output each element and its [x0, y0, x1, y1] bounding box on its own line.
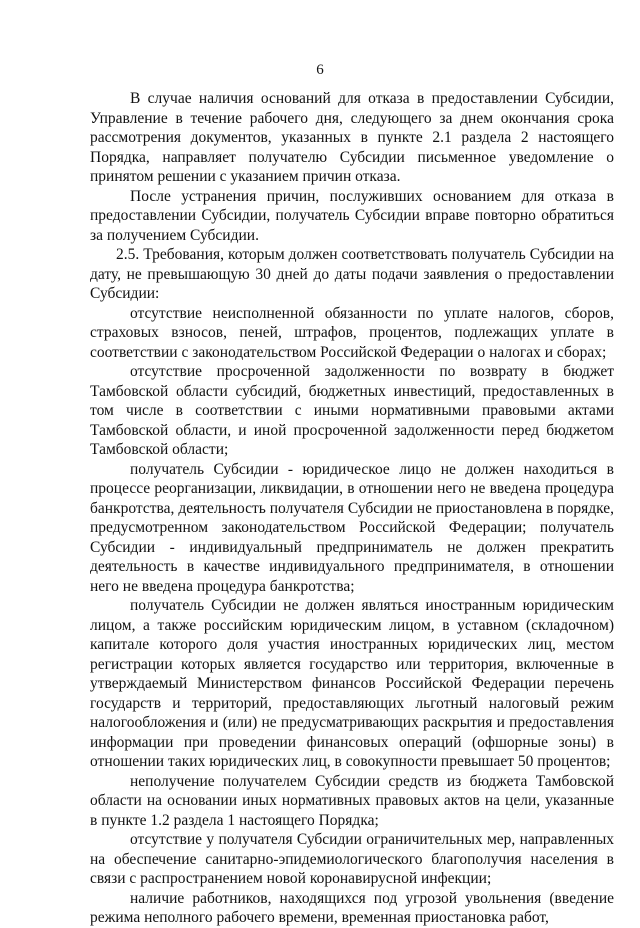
paragraph-employees-at-risk: наличие работников, находящихся под угрозой увольнения (введение режима неполного рабочего времени, временная приостановка работ,: [90, 889, 614, 926]
paragraph-no-overdue-debt: отсутствие просроченной задолженности по возврату в бюджет Тамбовской области субсидий, бюджетных инвестиций, предоставленных в том числе в соответствии с иными нормативными правовыми актами Тамбовской области, и иной просроченной задолженности перед бюджетом Тамбовской области;: [90, 363, 614, 458]
page-number: 6: [316, 62, 324, 78]
paragraph-no-reorganization: получатель Субсидии - юридическое лицо не должен находиться в процессе реорганизации, ликвидации, в отношении него не введена процедура банкротства, деятельность получателя Субсидии не приостановлена в порядке, предусмотренном законодательством Российской Федерации; получатель Субсидии - индивидуальный предприниматель не должен прекратить деятельность в качестве индивидуального предпринимателя, в отношении него не введена процедура банкротства;: [90, 460, 614, 595]
paragraph-not-foreign-entity: получатель Субсидии не должен являться иностранным юридическим лицом, а также российским юридическим лицом, в уставном (складочном) капитале которого доля участия иностранных юридических лиц, местом регистрации которых является государство или территория, включенные в утверждаемый Министерством финансов Российской Федерации перечень государств и территорий, предоставляющих льготный налоговый режим налогообложения и (или) не предусматривающих раскрытия и предоставления информации при проведении финансовых операций (офшорные зоны) в отношении таких юридических лиц, в совокупности превышает 50 процентов;: [90, 597, 614, 770]
paragraph-no-restrictive-measures: отсутствие у получателя Субсидии ограничительных мер, направленных на обеспечение санитарно-эпидемиологического благополучия населения в связи с распространением новой коронавирусной инфекции;: [90, 831, 614, 887]
paragraph-requirements-heading: 2.5. Требования, которым должен соответствовать получатель Субсидии на дату, не превышающую 30 дней до даты подачи заявления о предоставлении Субсидии:: [90, 246, 614, 302]
paragraph-no-tax-debt: отсутствие неисполненной обязанности по уплате налогов, сборов, страховых взносов, пеней, штрафов, процентов, подлежащих уплате в соответствии с законодательством Российской Федерации о налогах и сборах;: [90, 304, 614, 361]
document-body: [90, 89, 614, 928]
paragraph-refusal-notice: В случае наличия оснований для отказа в предоставлении Субсидии, Управление в течение рабочего дня, следующего за днем окончания срока рассмотрения документов, указанных в пункте 2.1 раздела 2 настоящего Порядка, направляет получателю Субсидии письменное уведомление о принятом решении с указанием причин отказа.: [90, 90, 614, 185]
paragraph-no-other-funds: неполучение получателем Субсидии средств из бюджета Тамбовской области на основании иных нормативных правовых актов на цели, указанные в пункте 1.2 раздела 1 настоящего Порядка;: [90, 772, 614, 829]
paragraph-reapply: После устранения причин, послуживших основанием для отказа в предоставлении Субсидии, получатель Субсидии вправе повторно обратиться за получением Субсидии.: [90, 187, 614, 244]
